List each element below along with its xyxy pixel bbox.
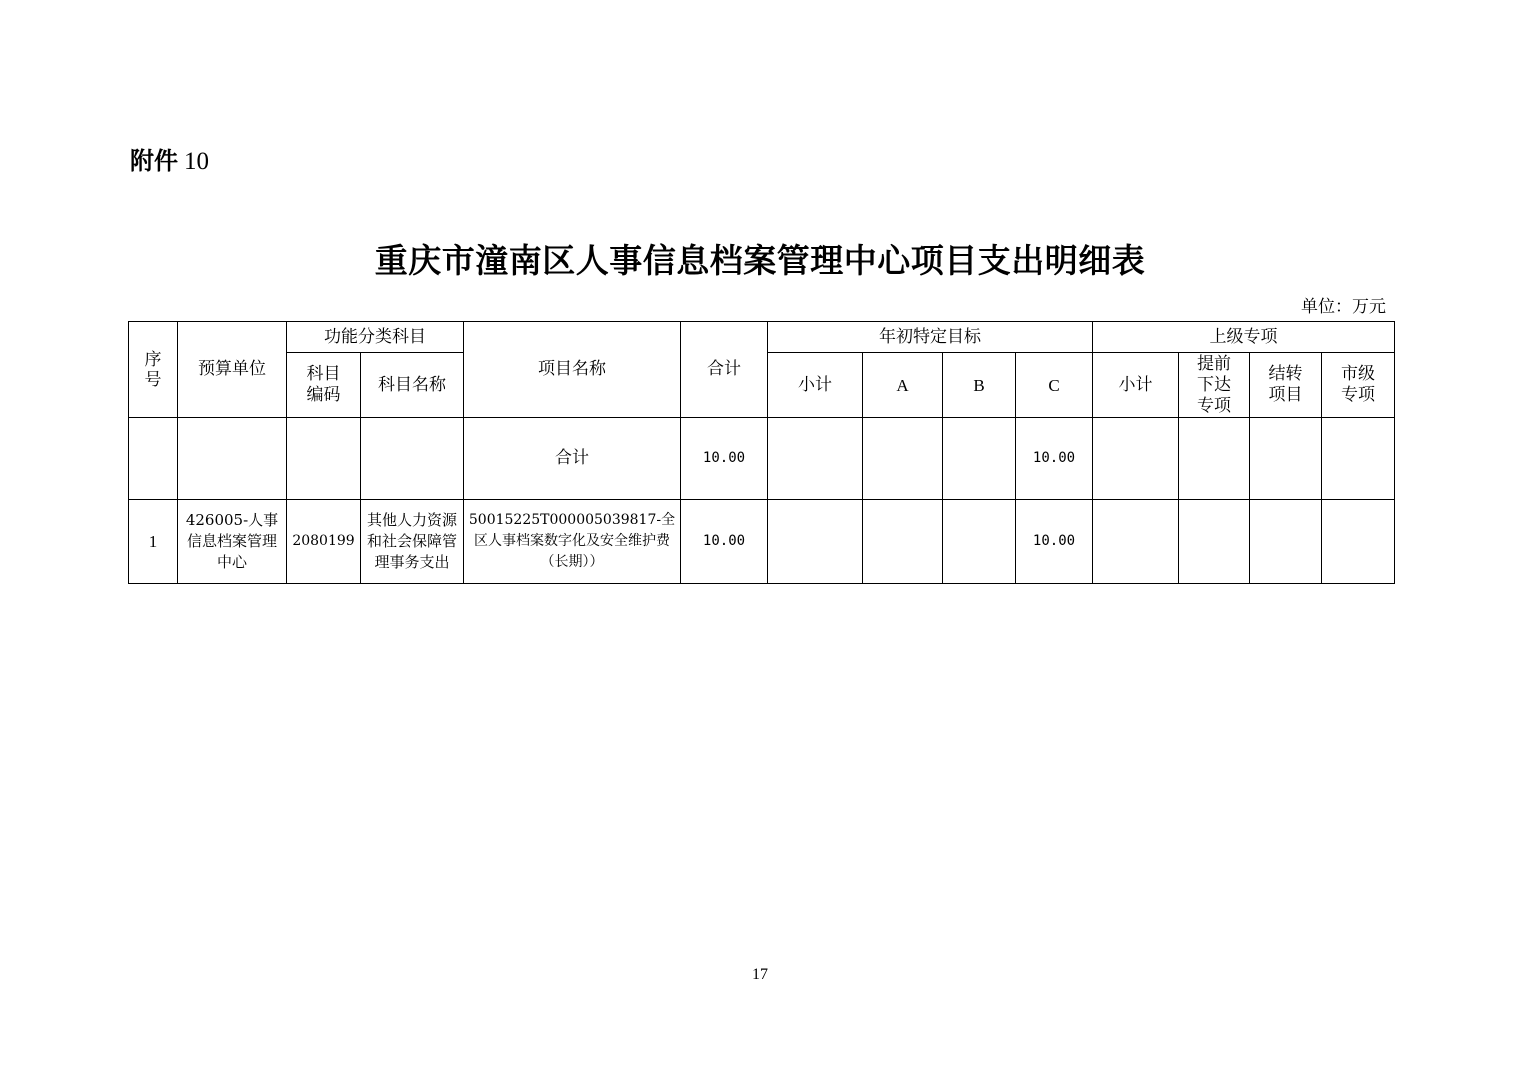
header-col-c: C (1016, 353, 1093, 418)
header-col-a: A (863, 353, 943, 418)
attachment-number: 10 (184, 148, 209, 175)
sum-total: 10.00 (681, 418, 768, 500)
row-subject-name: 其他人力资源和社会保障管理事务支出 (361, 500, 464, 584)
row-annual-subtotal-cell (768, 500, 863, 584)
header-carryover: 结转项目 (1250, 353, 1322, 418)
row-advance-cell (1179, 500, 1250, 584)
header-seq: 序号 (129, 322, 178, 418)
row-c: 10.00 (1016, 500, 1093, 584)
header-project-name: 项目名称 (464, 322, 681, 418)
row-project-name: 50015225T000005039817-全区人事档案数字化及安全维护费（长期）） (464, 500, 681, 584)
row-b-cell (943, 500, 1016, 584)
header-col-b: B (943, 353, 1016, 418)
row-budget-unit: 426005-人事信息档案管理中心 (178, 500, 287, 584)
header-total: 合计 (681, 322, 768, 418)
page-number: 17 (752, 966, 768, 983)
sum-label: 合计 (464, 418, 681, 500)
sum-advance-cell (1179, 418, 1250, 500)
row-seq: 1 (129, 500, 178, 584)
sum-annual-subtotal-cell (768, 418, 863, 500)
header-superior-special: 上级专项 (1093, 322, 1395, 353)
document-title: 重庆市潼南区人事信息档案管理中心项目支出明细表 (374, 241, 1146, 280)
header-budget-unit: 预算单位 (178, 322, 287, 418)
header-advance-special: 提前下达专项 (1179, 353, 1250, 418)
sum-subject-name-cell (361, 418, 464, 500)
row-city-cell (1322, 500, 1395, 584)
sum-carryover-cell (1250, 418, 1322, 500)
sum-a-cell (863, 418, 943, 500)
unit-note: 单位：万元 (1301, 297, 1386, 317)
project-expenditure-table (128, 321, 1395, 584)
attachment-text: 附件 (130, 147, 178, 175)
row-subject-code: 2080199 (287, 500, 361, 584)
header-city-special: 市级专项 (1322, 353, 1395, 418)
row-superior-subtotal-cell (1093, 500, 1179, 584)
row-a-cell (863, 500, 943, 584)
row-total: 10.00 (681, 500, 768, 584)
row-carryover-cell (1250, 500, 1322, 584)
sum-subject-code-cell (287, 418, 361, 500)
attachment-label (130, 145, 209, 178)
sum-c: 10.00 (1016, 418, 1093, 500)
sum-superior-subtotal-cell (1093, 418, 1179, 500)
header-row-1 (129, 322, 1395, 353)
header-annual-target: 年初特定目标 (768, 322, 1093, 353)
sum-budget-unit-cell (178, 418, 287, 500)
header-subject-code: 科目编码 (287, 353, 361, 418)
sum-seq-cell (129, 418, 178, 500)
table-row (129, 500, 1395, 584)
header-annual-subtotal: 小计 (768, 353, 863, 418)
header-superior-subtotal: 小计 (1093, 353, 1179, 418)
header-subject-name: 科目名称 (361, 353, 464, 418)
sum-b-cell (943, 418, 1016, 500)
sum-row (129, 418, 1395, 500)
header-func-class: 功能分类科目 (287, 322, 464, 353)
sum-city-cell (1322, 418, 1395, 500)
